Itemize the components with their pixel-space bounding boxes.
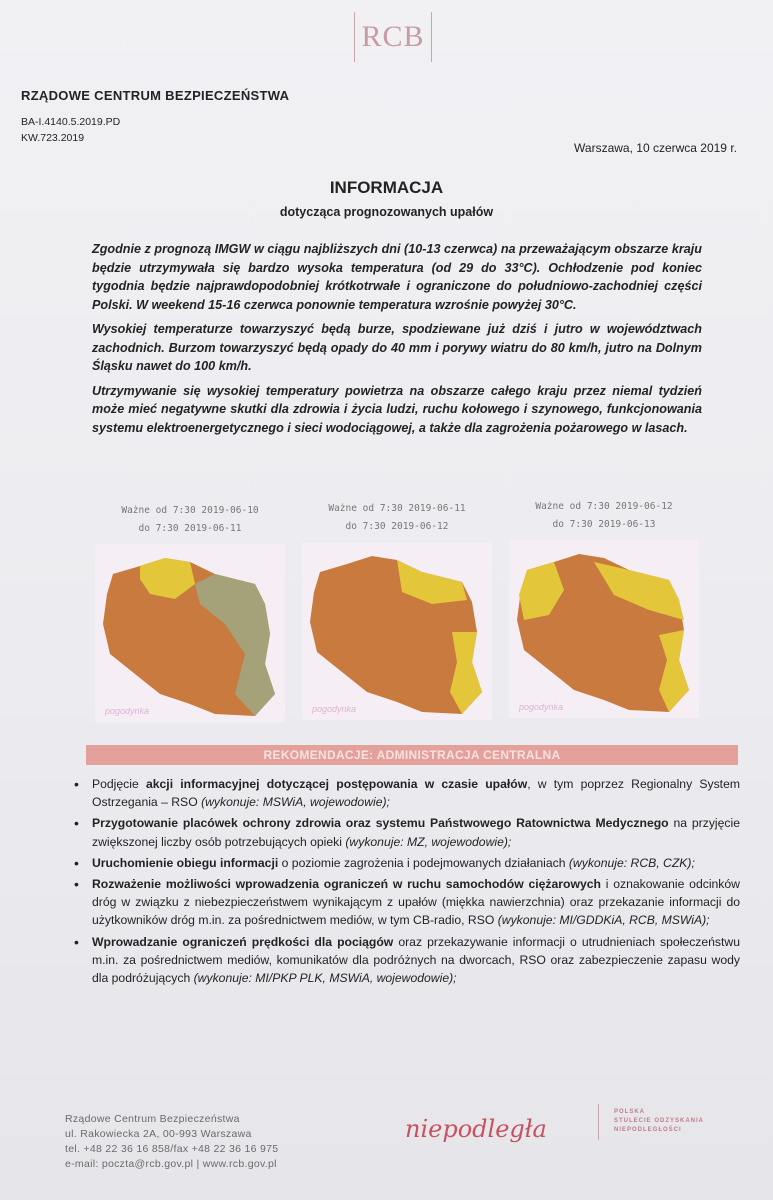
- footer-address: [65, 1112, 278, 1172]
- signature-divider: [598, 1104, 599, 1140]
- map-caption-1: [95, 502, 285, 538]
- recommendation-item: [70, 933, 740, 988]
- poland-warning-map-1: [95, 544, 285, 722]
- map-caption-2: [302, 500, 492, 536]
- map-3-valid-from: Ważne od 7:30 2019-06-12: [535, 501, 673, 512]
- document-title: INFORMACJA: [329, 178, 444, 197]
- recommendation-item: [70, 775, 740, 811]
- map-2-brand: pogodynka: [312, 704, 357, 714]
- centenary-line-1: POLSKA: [614, 1109, 646, 1115]
- document-date: Warszawa, 10 czerwca 2019 r.: [574, 141, 737, 155]
- rec-3-bold: Uruchomienie obiegu informacji: [92, 855, 279, 870]
- logo-text: RCB: [361, 20, 425, 53]
- recommendation-item: [70, 854, 740, 872]
- reference-number-2: KW.723.2019: [21, 132, 85, 144]
- recommendations-list: [70, 775, 740, 990]
- centenary-label: [614, 1108, 704, 1135]
- rec-4-bold: Rozważenie możliwości wprowadzenia ograniczeń w ruchu samochodów ciężarowych: [92, 877, 601, 892]
- organization-name: RZĄDOWE CENTRUM BEZPIECZEŃSTWA: [21, 88, 290, 103]
- recommendation-item: [70, 814, 740, 850]
- rec-4-text: i oznakowanie odcinków dróg w związku z niebezpieczeństwem wynikającym z upałów (miękka nawierzchnia) oraz przekazanie informacji do użytkowników dróg m.in. za pośrednictwem mediów, w tym CB-radio, RSO: [92, 877, 740, 928]
- footer-street: ul. Rakowiecka 2A, 00-993 Warszawa: [65, 1128, 252, 1140]
- rec-2-bold: Przygotowanie placówek ochrony zdrowia oraz systemu Państwowego Ratownictwa Medycznego: [92, 816, 669, 831]
- rec-5-text: oraz przekazywanie informacji o utrudnieniach społeczeństwu m.in. za pośrednictwem mediów, komunikatów dla podróżnych na dworcach, RSO oraz zabezpieczenie zapasu wody dla podróżujących: [92, 934, 740, 986]
- rec-4-executor: (wykonuje: MI/GDDKiA, RCB, MSWiA);: [497, 913, 710, 928]
- recommendations-header: REKOMENDACJE: ADMINISTRACJA CENTRALNA: [86, 745, 738, 765]
- rec-1-bold: akcji informacyjnej dotyczącej postępowania w czasie upałów: [145, 777, 528, 791]
- rec-1-prefix: Podjęcie: [92, 777, 146, 791]
- rec-1-executor: (wykonuje: MSWiA, wojewodowie);: [201, 795, 390, 810]
- footer-phone: tel. +48 22 36 16 858/fax +48 22 36 16 975: [65, 1143, 279, 1155]
- poland-warning-map-2: [302, 542, 492, 720]
- rec-2-executor: (wykonuje: MZ, wojewodowie);: [345, 834, 512, 849]
- recommendation-item: [70, 875, 740, 930]
- rec-5-executor: (wykonuje: MI/PKP PLK, MSWiA, wojewodowie);: [193, 971, 457, 986]
- map-1-valid-from: Ważne od 7:30 2019-06-10: [121, 505, 259, 516]
- map-3-brand: pogodynka: [519, 702, 564, 712]
- intro-paragraph-2: Wysokiej temperaturze towarzyszyć będą burze, spodziewane już dziś i jutro w województwach zachodnich. Burzom towarzyszyć będą opady do 40 mm i porywy wiatru do 80 km/h, jutro na Dolnym Śląsku nawet do 100 km/h.: [92, 322, 702, 373]
- rec-3-text: o poziomie zagrożenia i podejmowanych działaniach: [278, 855, 569, 870]
- reference-number-1: BA-I.4140.5.2019.PD: [21, 116, 121, 128]
- map-2-valid-to: do 7:30 2019-06-12: [345, 521, 449, 532]
- map-1-valid-to: do 7:30 2019-06-11: [138, 523, 242, 534]
- map-2-valid-from: Ważne od 7:30 2019-06-11: [328, 503, 466, 514]
- rec-2-text: na przyjęcie zwiększonej liczby osób potrzebujących opieki: [92, 816, 740, 849]
- rec-3-executor: (wykonuje: RCB, CZK);: [568, 855, 695, 870]
- footer-org-name: Rządowe Centrum Bezpieczeństwa: [65, 1113, 240, 1125]
- map-1-brand: pogodynka: [105, 706, 150, 716]
- intro-paragraph-3: Utrzymywanie się wysokiej temperatury powietrza na obszarze całego kraju przez niemal tydzień może mieć negatywne skutki dla zdrowia i życia ludzi, ruchu kołowego i szynowego, funkcjonowania systemu elektroenergetycznego i sieci wodociągowej, a także dla zagrożenia pożarowego w lasach.: [92, 383, 702, 435]
- warning-maps: [95, 500, 715, 730]
- map-caption-3: [509, 498, 699, 534]
- map-3-valid-to: do 7:30 2019-06-13: [552, 519, 656, 530]
- rcb-logo: [354, 12, 432, 62]
- rec-1-text: , w tym poprzez Regionalny System Ostrzegania – RSO: [92, 777, 741, 810]
- document-subtitle: dotycząca prognozowanych upałów: [279, 205, 494, 219]
- centenary-line-2: STULECIE ODZYSKANIA: [614, 1118, 705, 1124]
- niepodlegla-signature: niepodległa: [405, 1115, 547, 1143]
- footer-email-web: e-mail: poczta@rcb.gov.pl | www.rcb.gov.pl: [65, 1158, 277, 1170]
- intro-text: [92, 240, 702, 443]
- rec-5-bold: Wprowadzanie ograniczeń prędkości dla pociągów: [92, 934, 394, 949]
- centenary-line-3: NIEPODLEGŁOŚCI: [614, 1127, 682, 1133]
- intro-paragraph-1: Zgodnie z prognozą IMGW w ciągu najbliższych dni (10-13 czerwca) na przeważającym obszarze kraju będzie utrzymywała się bardzo wysoka temperatura (od 29 do 33°C). Ochłodzenie pod koniec tygodnia będzie najprawdopodobniej krótkotrwałe i ograniczone do południowo-zachodniej części Polski. W weekend 15-16 czerwca ponownie temperatura wzrośnie powyżej 30°C.: [92, 242, 702, 312]
- poland-warning-map-3: [509, 540, 699, 718]
